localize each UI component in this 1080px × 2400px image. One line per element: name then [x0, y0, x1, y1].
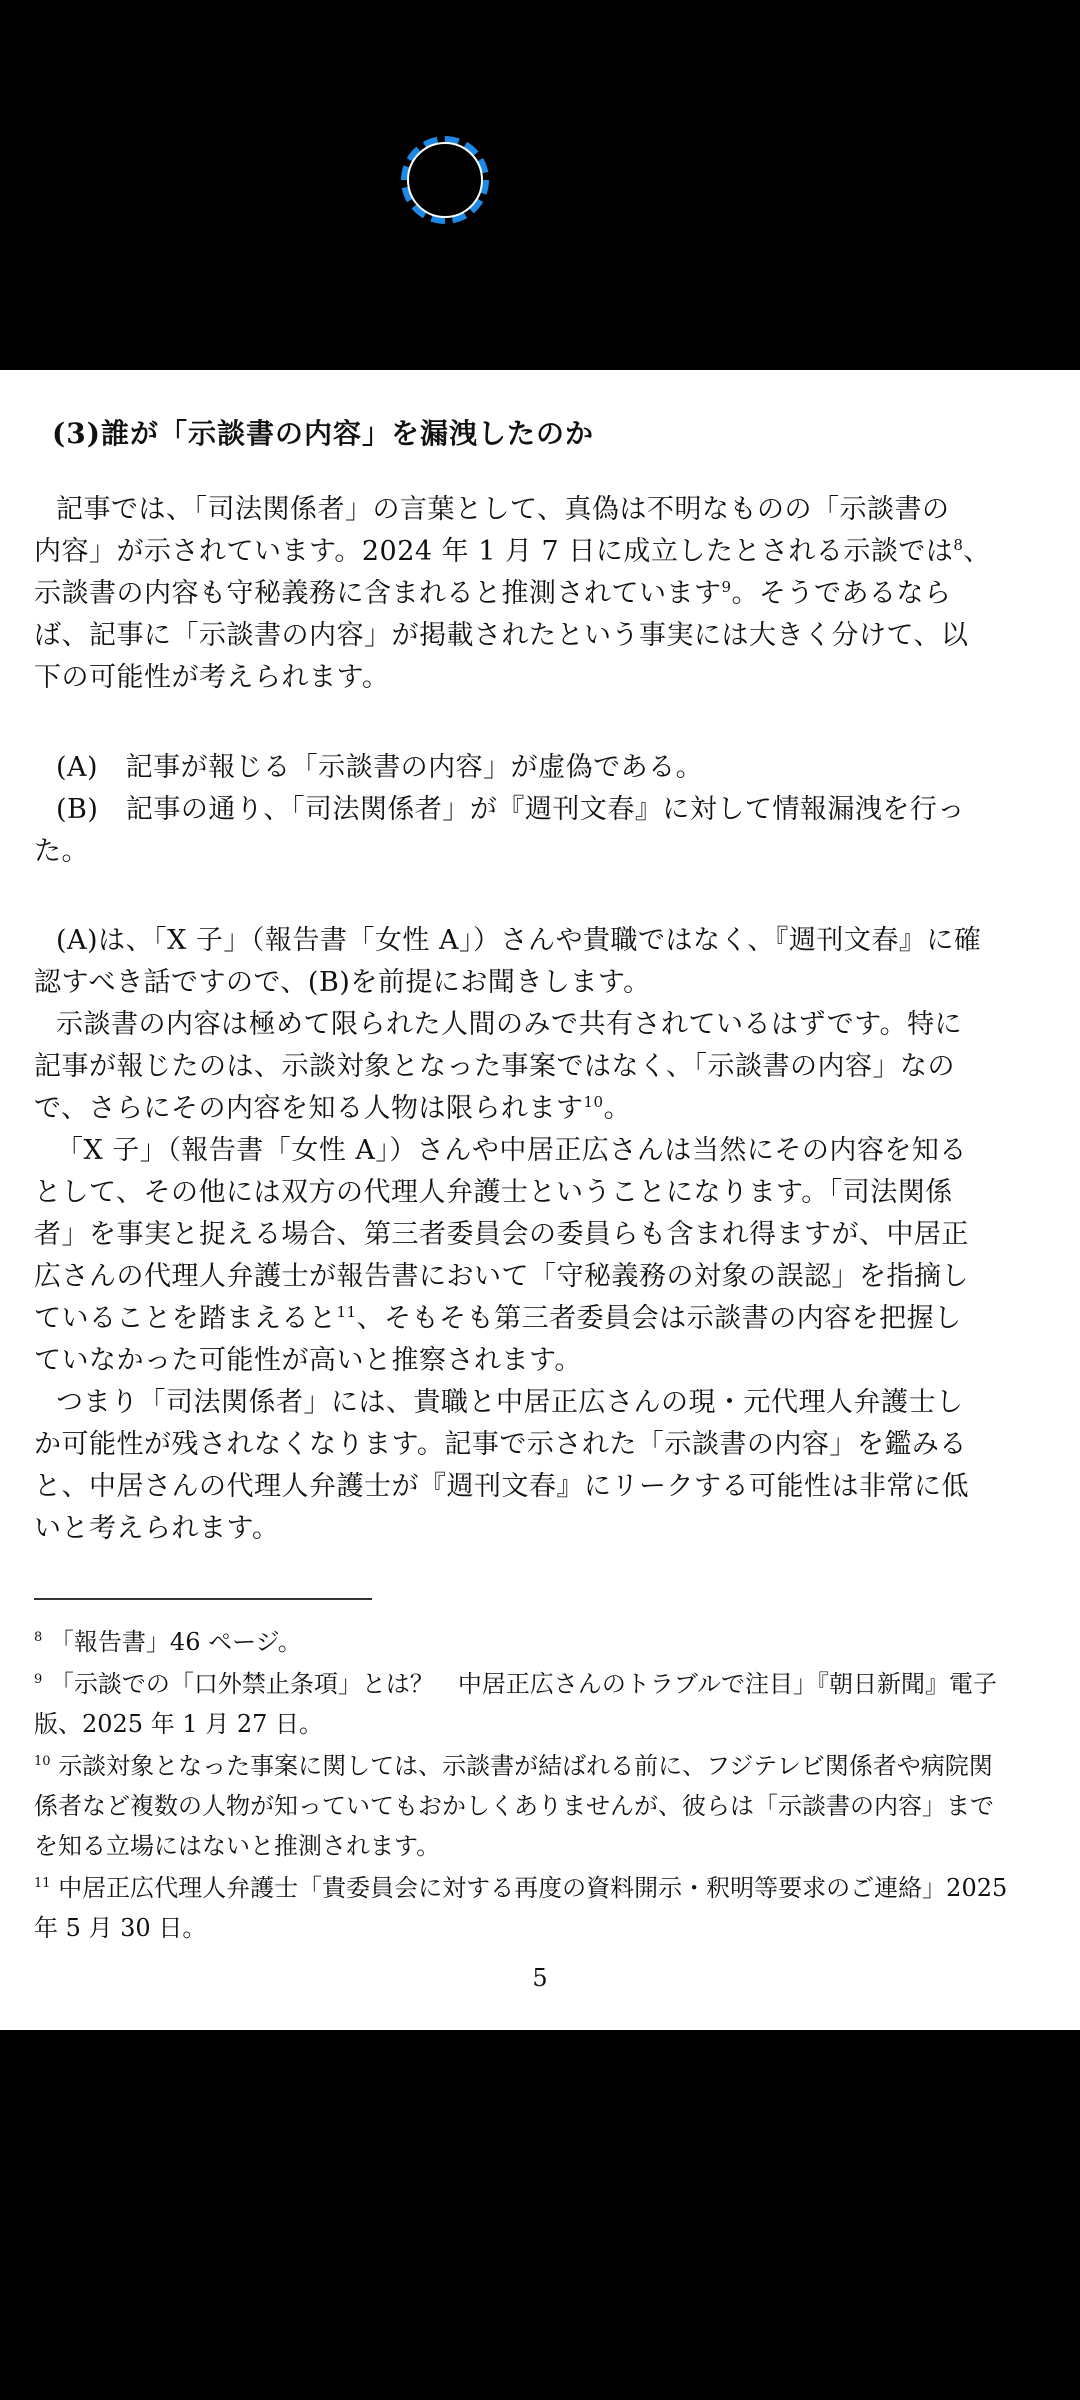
p1-line-3: 示談書の内容も守秘義務に含まれると推測されています$^9$。そうであるなら [34, 578, 952, 609]
footnote-8: $^8$ 「報告書」46 ページ。 [34, 1628, 302, 1656]
p2-line-8: 者」を事実と捉える場合、第三者委員会の委員らも含まれ得ますが、中居正 [34, 1219, 969, 1250]
footnote-ref-8: 8 [953, 536, 964, 554]
p2-line-13: か可能性が残されなくなります。記事で示された「示談書の内容」を鑑みる [34, 1429, 967, 1460]
p2-line-12: つまり「司法関係者」には、貴職と中居正広さんの現・元代理人弁護士し [56, 1387, 964, 1418]
footnote-ref-11: 11 [336, 1303, 357, 1321]
p2-line-5: で、さらにその内容を知る人物は限られます$^{10}$。 [34, 1093, 632, 1124]
footnote-9: $^9$ 「示談での「口外禁止条項」とは？ 中居正広さんのトラブルで注目」『朝日新聞』電子 [34, 1670, 997, 1698]
p1-line-2: 内容」が示されています。2024 年 1 月 7 日に成立したとされる示談では$^8$、 [34, 536, 991, 567]
p2-line-1: (A)は、「X 子」（報告書「女性 A」）さんや貴職ではなく、『週刊文春』に確 [56, 925, 982, 956]
p2-line-7: として、その他には双方の代理人弁護士ということになります。「司法関係 [34, 1177, 953, 1208]
option-b: (B) 記事の通り、「司法関係者」が『週刊文春』に対して情報漏洩を行っ [56, 794, 965, 825]
footnote-11-cont: 年 5 月 30 日。 [34, 1914, 207, 1942]
p2-line-11: ていなかった可能性が高いと推察されます。 [34, 1345, 582, 1376]
p2-line-14: と、中居さんの代理人弁護士が『週刊文春』にリークする可能性は非常に低 [34, 1471, 969, 1502]
footnote-9-cont: 版、2025 年 1 月 27 日。 [34, 1710, 324, 1738]
footnote-divider [34, 1598, 372, 1600]
page-number: 5 [532, 1964, 548, 1992]
loading-spinner-ring [407, 142, 483, 218]
p1-line-5: 下の可能性が考えられます。 [34, 662, 390, 693]
top-black-area [0, 0, 1080, 370]
footnote-ref-10: 10 [583, 1093, 604, 1111]
bottom-black-area [0, 2030, 1080, 2400]
footnote-ref-9: 9 [721, 578, 732, 596]
p1-line-1: 記事では、「司法関係者」の言葉として、真偽は不明なものの「示談書の [56, 494, 950, 525]
p2-line-4: 記事が報じたのは、示談対象となった事案ではなく、「示談書の内容」なの [34, 1051, 955, 1082]
footnote-10-cont-2: を知る立場にはないと推測されます。 [34, 1832, 441, 1860]
p2-line-15: いと考えられます。 [34, 1513, 280, 1544]
p2-line-2: 認すべき話ですので、(B)を前提にお聞きします。 [34, 967, 651, 998]
p2-line-9: 広さんの代理人弁護士が報告書において「守秘義務の対象の誤認」を指摘し [34, 1261, 969, 1292]
p2-line-3: 示談書の内容は極めて限られた人間のみで共有されているはずです。特に [56, 1009, 963, 1040]
footnote-11: $^{11}$ 中居正広代理人弁護士「貴委員会に対する再度の資料開示・釈明等要求のご連絡」2025 [34, 1874, 1008, 1902]
footnote-10: $^{10}$ 示談対象となった事案に関しては、示談書が結ばれる前に、フジテレビ関係者や病院関 [34, 1752, 993, 1780]
document-page [0, 370, 1080, 2030]
p2-line-10: ていることを踏まえると$^{11}$、そもそも第三者委員会は示談書の内容を把握し [34, 1303, 962, 1334]
option-b-cont: た。 [34, 836, 89, 867]
section-heading: (3)誰が「示談書の内容」を漏洩したのか [52, 417, 594, 450]
option-a: (A) 記事が報じる「示談書の内容」が虚偽である。 [56, 752, 704, 783]
p1-line-4: ば、記事に「示談書の内容」が掲載されたという事実には大きく分けて、以 [34, 620, 969, 651]
p2-line-6: 「X 子」（報告書「女性 A」）さんや中居正広さんは当然にその内容を知る [56, 1135, 967, 1166]
footnote-10-cont-1: 係者など複数の人物が知っていてもおかしくありませんが、彼らは「示談書の内容」まで [34, 1792, 994, 1820]
